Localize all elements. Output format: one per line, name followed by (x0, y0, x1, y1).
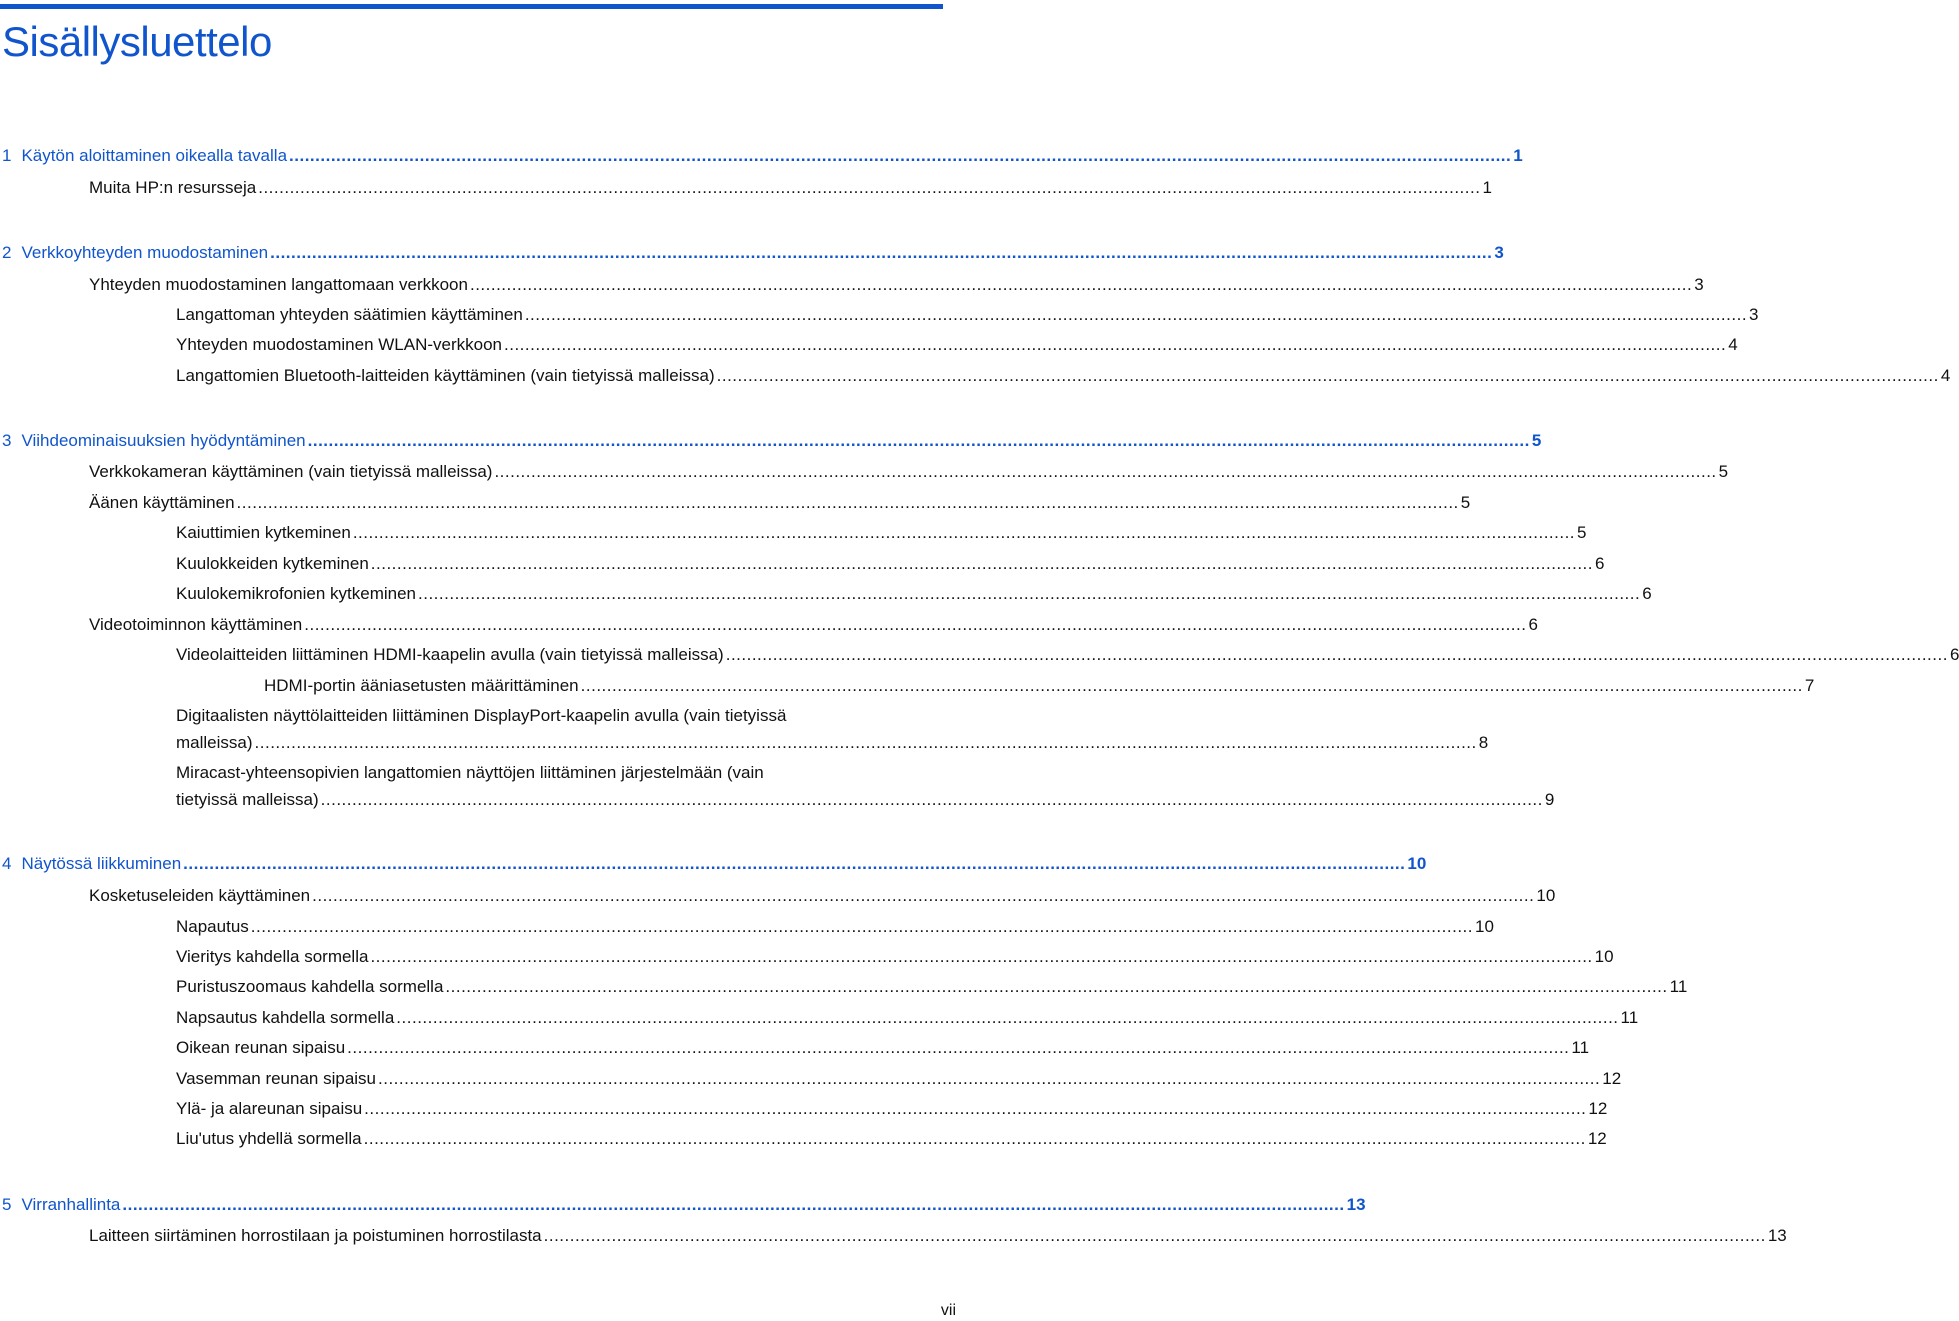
toc-page-number: 6 (1642, 584, 1652, 603)
toc-entry-title: Näytössä liikkuminen (21, 854, 182, 873)
toc-entry[interactable] (176, 522, 1587, 544)
toc-chapter-number: 5 (2, 1195, 12, 1214)
toc-entry[interactable] (89, 274, 1704, 296)
toc-entry-title: Verkkoyhteyden muodostaminen (21, 243, 269, 262)
dot-leader: .......................................................................................................................................................................................................................................... (236, 493, 1459, 512)
header-rule (0, 4, 943, 9)
toc-entry[interactable] (89, 492, 1471, 514)
toc-entry-title: Yhteyden muodostaminen WLAN-verkkoon (176, 335, 502, 354)
toc-page-number: 12 (1602, 1069, 1622, 1088)
toc-chapter-number: 2 (2, 243, 12, 262)
toc-entry-title: tietyissä malleissa) (176, 790, 319, 809)
toc-page-number: 4 (1728, 335, 1738, 354)
toc-chapter[interactable] (2, 242, 1504, 264)
toc-entry-title: Kaiuttimien kytkeminen (176, 523, 351, 542)
toc-entry-title: Yhteyden muodostaminen langattomaan verkkoon (89, 275, 468, 294)
toc-page-number: 5 (1718, 462, 1729, 481)
toc-page-number: 10 (1536, 886, 1556, 905)
toc-entry-title: Kosketuseleiden käyttäminen (89, 886, 311, 905)
toc-entry-title: Langattoman yhteyden säätimien käyttäminen (176, 305, 523, 324)
dot-leader: .......................................................................................................................................................................................................................................... (304, 615, 1527, 634)
dot-leader: .......................................................................................................................................................................................................................................... (312, 886, 1535, 905)
toc-entry[interactable] (89, 614, 1538, 636)
toc-entry-title: Viihdeominaisuuksien hyödyntäminen (21, 431, 306, 450)
toc-entry[interactable] (89, 177, 1492, 199)
toc-page-number: 10 (1475, 917, 1494, 936)
dot-leader: .......................................................................................................................................................................................................................................... (378, 1069, 1601, 1088)
toc-entry[interactable] (176, 1128, 1607, 1150)
toc-entry[interactable] (176, 365, 1951, 387)
toc-entry-title: Miracast-yhteensopivien langattomien näyttöjen liittäminen järjestelmään (vain (176, 763, 764, 782)
toc-entry[interactable] (176, 304, 1759, 326)
toc-page-number: 1 (1482, 178, 1492, 197)
toc-chapter[interactable] (2, 145, 1523, 167)
toc-entry[interactable] (89, 885, 1556, 907)
toc-page-number: 3 (1494, 243, 1504, 262)
dot-leader: .......................................................................................................................................................................................................................................... (183, 854, 1406, 873)
dot-leader: .......................................................................................................................................................................................................................................... (370, 554, 1593, 573)
toc-entry-title: Kuulokemikrofonien kytkeminen (176, 584, 417, 603)
toc-entry-title: Laitteen siirtäminen horrostilaan ja poistuminen horrostilasta (89, 1226, 542, 1245)
toc-entry-title: Äänen käyttäminen (89, 493, 235, 512)
toc-page-number: 3 (1694, 275, 1704, 294)
dot-leader: .......................................................................................................................................................................................................................................... (725, 645, 1948, 664)
toc-page-number: 13 (1767, 1226, 1787, 1245)
toc-entry[interactable] (176, 1037, 1590, 1059)
dot-leader: .......................................................................................................................................................................................................................................... (352, 523, 1576, 542)
dot-leader: .......................................................................................................................................................................................................................................... (396, 1008, 1619, 1027)
toc-entry[interactable] (176, 916, 1494, 938)
toc-page-number: 8 (1478, 733, 1489, 752)
toc-entry-title: Napsautus kahdella sormella (176, 1008, 395, 1027)
toc-entry[interactable] (176, 553, 1605, 575)
toc-page-number: 11 (1571, 1038, 1590, 1057)
toc-entry-title: Langattomien Bluetooth-laitteiden käyttäminen (vain tietyissä malleissa) (176, 366, 715, 385)
toc-entry[interactable] (89, 461, 1729, 483)
toc-page-number: 10 (1407, 854, 1427, 873)
dot-leader: .......................................................................................................................................................................................................................................... (418, 584, 1641, 603)
dot-leader: .......................................................................................................................................................................................................................................... (289, 146, 1512, 165)
toc-entry-title: HDMI-portin ääniasetusten määrittäminen (264, 676, 579, 695)
toc-entry-title: Napautus (176, 917, 249, 936)
toc-page-number: 11 (1620, 1008, 1639, 1027)
toc-page-number: 7 (1804, 676, 1815, 695)
toc-entry[interactable] (176, 583, 1652, 605)
dot-leader: .......................................................................................................................................................................................................................................... (270, 243, 1493, 262)
dot-leader: .......................................................................................................................................................................................................................................... (254, 733, 1477, 752)
dot-leader: .......................................................................................................................................................................................................................................... (307, 431, 1530, 450)
toc-entry[interactable] (89, 1225, 1787, 1247)
toc-page-number: 4 (1940, 366, 1951, 385)
page-number: vii (940, 1302, 956, 1319)
toc-page-number: 9 (1544, 790, 1555, 809)
toc-entry[interactable] (176, 1068, 1622, 1090)
toc-chapter[interactable] (2, 853, 1427, 875)
toc-page-number: 11 (1669, 977, 1688, 996)
toc-entry-title: Vieritys kahdella sormella (176, 947, 369, 966)
dot-leader: .......................................................................................................................................................................................................................................... (504, 335, 1727, 354)
dot-leader: .......................................................................................................................................................................................................................................... (258, 178, 1481, 197)
toc-chapter[interactable] (2, 1194, 1366, 1216)
toc-page-number: 6 (1528, 615, 1538, 634)
toc-entry-title: malleissa) (176, 733, 253, 752)
page-title: Sisällysluettelo (2, 18, 272, 65)
toc-entry[interactable] (176, 1098, 1608, 1120)
dot-leader: .......................................................................................................................................................................................................................................... (445, 977, 1668, 996)
toc-entry-title: Käytön aloittaminen oikealla tavalla (21, 146, 288, 165)
toc-entry-title: Liu'utus yhdellä sormella (176, 1129, 362, 1148)
toc-entry-title: Muita HP:n resursseja (89, 178, 257, 197)
toc-entry-title: Kuulokkeiden kytkeminen (176, 554, 369, 573)
toc-page-number: 10 (1594, 947, 1614, 966)
toc-entry-title: Puristuszoomaus kahdella sormella (176, 977, 444, 996)
toc-entry[interactable] (176, 762, 1555, 811)
toc-entry-title: Oikean reunan sipaisu (176, 1038, 346, 1057)
toc-entry-title: Vasemman reunan sipaisu (176, 1069, 377, 1088)
toc-entry-title: Digitaalisten näyttölaitteiden liittäminen DisplayPort-kaapelin avulla (vain tietyissä (176, 706, 787, 725)
toc-page-number: 5 (1531, 431, 1542, 450)
dot-leader: .......................................................................................................................................................................................................................................... (543, 1226, 1766, 1245)
toc-page-number: 12 (1587, 1129, 1607, 1148)
toc-chapter-number: 3 (2, 431, 12, 450)
dot-leader: .......................................................................................................................................................................................................................................... (469, 275, 1693, 294)
toc-page-number: 13 (1346, 1195, 1366, 1214)
toc-entry[interactable] (176, 976, 1688, 998)
toc-page-number: 6 (1949, 645, 1959, 664)
toc-page-number: 5 (1577, 523, 1587, 542)
toc-chapter[interactable] (2, 430, 1542, 452)
toc-entry-title: Virranhallinta (21, 1195, 121, 1214)
dot-leader: .......................................................................................................................................................................................................................................... (320, 790, 1543, 809)
dot-leader: .......................................................................................................................................................................................................................................... (363, 1129, 1586, 1148)
toc-chapter-number: 4 (2, 854, 12, 873)
toc-entry[interactable] (176, 644, 1959, 666)
dot-leader: .......................................................................................................................................................................................................................................... (524, 305, 1748, 324)
toc-entry-title: Verkkokameran käyttäminen (vain tietyissä malleissa) (89, 462, 493, 481)
toc-page-number: 5 (1460, 493, 1471, 512)
dot-leader: .......................................................................................................................................................................................................................................... (716, 366, 1939, 385)
toc-entry[interactable] (176, 1007, 1639, 1029)
toc-page-number: 1 (1513, 146, 1523, 165)
dot-leader: .......................................................................................................................................................................................................................................... (364, 1099, 1587, 1118)
toc-entry-title: Videotoiminnon käyttäminen (89, 615, 303, 634)
dot-leader: .......................................................................................................................................................................................................................................... (347, 1038, 1570, 1057)
toc-entry[interactable] (176, 705, 1489, 754)
toc-entry-title: Ylä- ja alareunan sipaisu (176, 1099, 363, 1118)
toc-page-number: 3 (1749, 305, 1759, 324)
dot-leader: .......................................................................................................................................................................................................................................... (122, 1195, 1345, 1214)
toc-entry-title: Videolaitteiden liittäminen HDMI-kaapelin avulla (vain tietyissä malleissa) (176, 645, 724, 664)
toc-page-number: 12 (1588, 1099, 1608, 1118)
toc-entry[interactable] (176, 946, 1614, 968)
dot-leader: .......................................................................................................................................................................................................................................... (580, 676, 1803, 695)
toc-chapter-number: 1 (2, 146, 12, 165)
toc-entry[interactable] (176, 334, 1738, 356)
toc-page-number: 6 (1595, 554, 1605, 573)
dot-leader: .......................................................................................................................................................................................................................................... (494, 462, 1717, 481)
toc-entry[interactable] (264, 675, 1815, 697)
dot-leader: .......................................................................................................................................................................................................................................... (250, 917, 1473, 936)
dot-leader: .......................................................................................................................................................................................................................................... (370, 947, 1593, 966)
